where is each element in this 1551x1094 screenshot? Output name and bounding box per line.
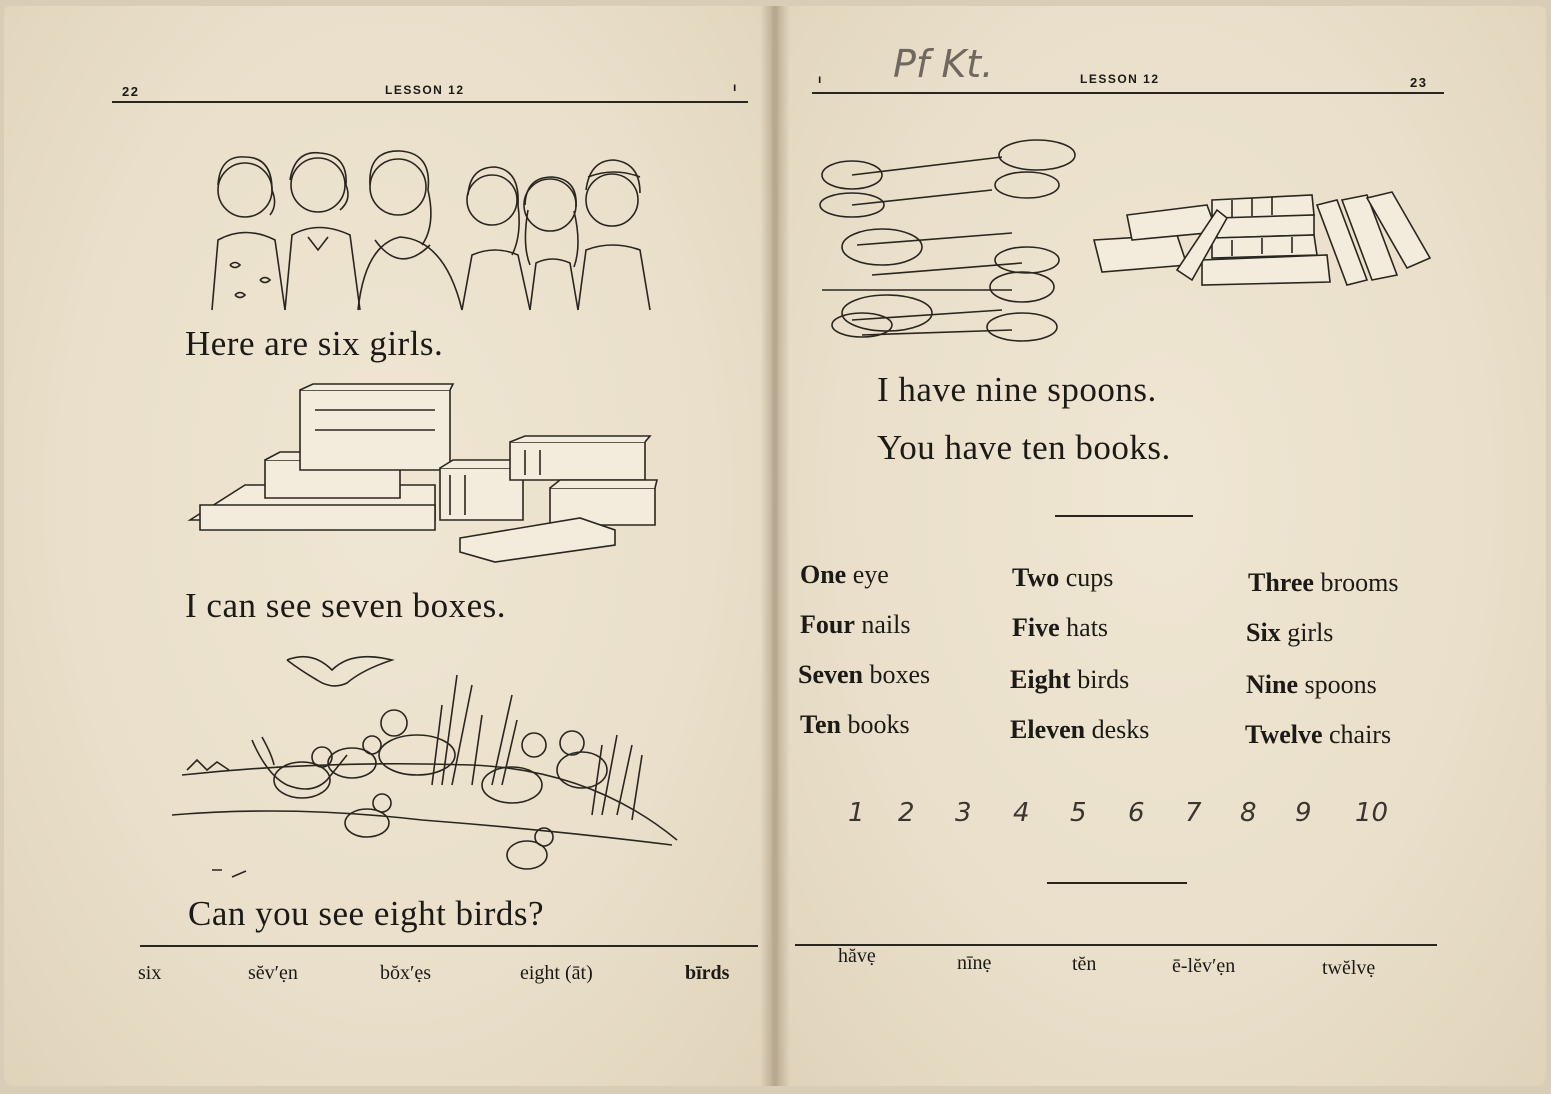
left-pron-eight: eight (āt) — [520, 962, 593, 984]
vocab-one-eye: One eye — [800, 560, 889, 589]
spoons-illustration — [812, 135, 1072, 355]
birds-illustration — [172, 645, 682, 890]
right-footer-rule — [795, 944, 1437, 946]
vocab-eleven-desks: Eleven desks — [1010, 715, 1150, 744]
digit-6: 6 — [1128, 798, 1145, 828]
right-page-number: 23 — [1410, 75, 1428, 90]
sentence-nine-spoons: I have nine spoons. — [877, 370, 1157, 409]
digit-8: 8 — [1240, 798, 1257, 828]
left-pron-seven: sĕv′ẹn — [248, 962, 298, 984]
vocab-twelve-chairs: Twelve chairs — [1245, 720, 1392, 749]
right-pron-have: hăvẹ — [838, 945, 876, 967]
vocab-seven-boxes: Seven boxes — [798, 660, 931, 689]
right-pron-twelve: twĕlvẹ — [1322, 957, 1376, 979]
digit-1: 1 — [848, 798, 865, 828]
digit-5: 5 — [1070, 798, 1087, 828]
vocab-five-hats: Five hats — [1012, 613, 1109, 642]
left-page-number: 22 — [122, 84, 140, 99]
sentence-seven-boxes: I can see seven boxes. — [185, 586, 507, 625]
left-pron-birds: bīrds — [685, 962, 730, 984]
right-margin-mark: ı — [818, 72, 823, 86]
digit-9: 9 — [1295, 798, 1312, 828]
digit-4: 4 — [1013, 798, 1030, 828]
right-page-header: LESSON 12 — [1080, 72, 1160, 86]
left-pron-boxes: bŏx′ẹs — [380, 962, 432, 984]
vocab-eight-birds: Eight birds — [1010, 665, 1130, 694]
handwritten-note: Pf Kt. — [893, 42, 994, 86]
divider-rule-top — [1055, 515, 1193, 517]
divider-rule-bottom — [1047, 882, 1187, 884]
left-margin-mark: ı — [733, 80, 738, 94]
vocab-four-nails: Four nails — [800, 610, 911, 639]
left-pron-six: six — [138, 962, 162, 984]
right-header-rule — [812, 92, 1444, 94]
sentence-six-girls: Here are six girls. — [185, 324, 444, 363]
digit-10: 10 — [1355, 798, 1389, 828]
digit-3: 3 — [955, 798, 972, 828]
vocab-six-girls: Six girls — [1246, 618, 1334, 647]
vocab-ten-books: Ten books — [800, 710, 910, 739]
left-header-rule — [112, 101, 748, 103]
right-pron-ten: tĕn — [1072, 953, 1097, 975]
vocab-nine-spoons: Nine spoons — [1246, 670, 1377, 699]
left-page-header: LESSON 12 — [385, 83, 465, 97]
digit-7: 7 — [1185, 798, 1202, 828]
boxes-illustration — [185, 380, 660, 565]
right-pron-eleven: ē-lĕv′ẹn — [1172, 955, 1236, 977]
girls-illustration — [200, 145, 660, 315]
right-pron-nine: nīnẹ — [957, 952, 992, 974]
books-illustration — [1092, 190, 1432, 290]
sentence-eight-birds: Can you see eight birds? — [188, 894, 545, 933]
book-gutter — [760, 6, 790, 1086]
digit-2: 2 — [898, 798, 915, 828]
sentence-ten-books: You have ten books. — [877, 428, 1171, 467]
left-footer-rule — [140, 945, 758, 947]
vocab-three-brooms: Three brooms — [1248, 568, 1399, 597]
vocab-two-cups: Two cups — [1012, 563, 1114, 592]
